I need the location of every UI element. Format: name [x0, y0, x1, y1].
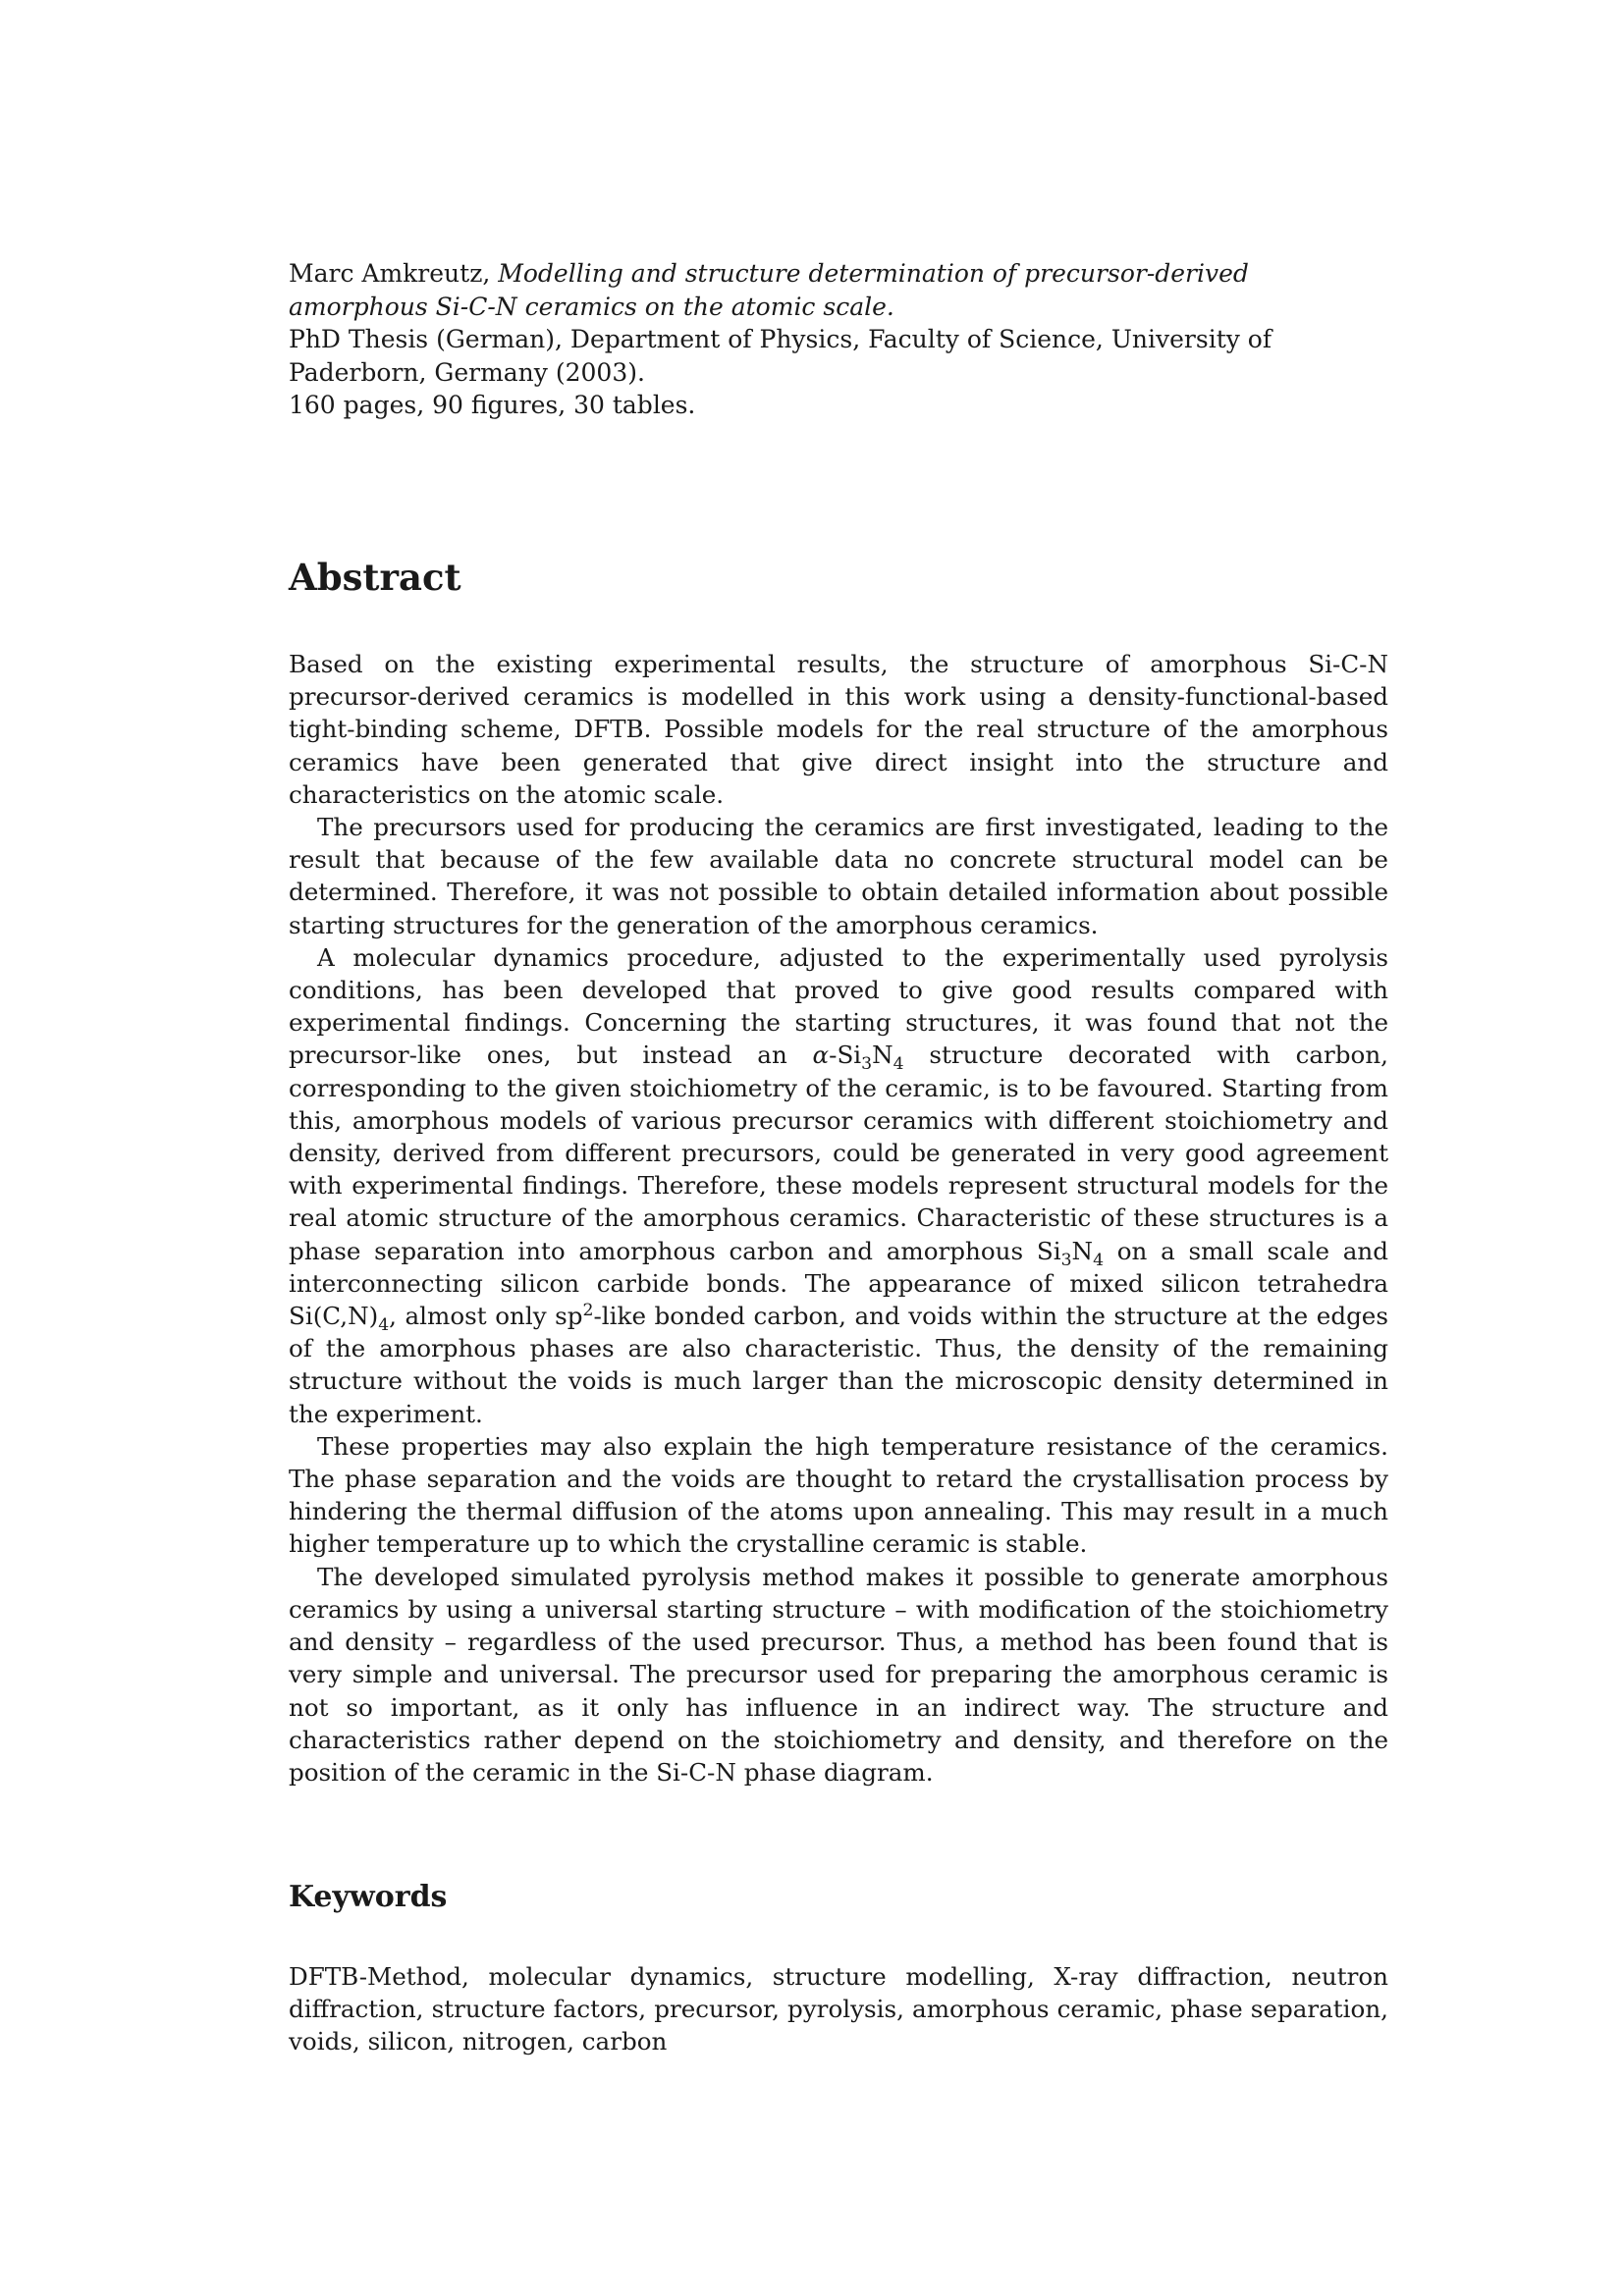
thesis-info: PhD Thesis (German), Department of Physics, Faculty of Science, University of Paderborn, Germany (2003).	[289, 325, 1272, 387]
abstract-paragraph-2: The precursors used for producing the ceramics are first investigated, leading to the result that because of the few available data no concrete structural model can be determined. Therefore, it was not possible to obtain detailed information about possible starting structures for the generation of the amorphous ceramics.	[289, 813, 1388, 939]
thesis-extent: 160 pages, 90 figures, 30 tables.	[289, 391, 696, 419]
thesis-title: Modelling and structure determination of precursor-derived amorphous Si-C-N ceramics on the atomic scale.	[289, 259, 1249, 321]
abstract-paragraph-5: The developed simulated pyrolysis method makes it possible to generate amorphous ceramics by using a universal starting structure – with modification of the stoichiometry and density – regardless of the used precursor. Thus, a method has been found that is very simple and universal. The precursor used for preparing the amorphous ceramic is not so important, as it only has influence in an indirect way. The structure and characteristics rather depend on the stoichiometry and density, and therefore on the position of the ceramic in the Si-C-N phase diagram.	[289, 1562, 1388, 1787]
document-page	[289, 257, 1388, 2056]
abstract-body	[289, 648, 1388, 1789]
abstract-paragraph-4: These properties may also explain the high temperature resistance of the ceramics. The phase separation and the voids are thought to retard the crystallisation process by hindering the thermal diffusion of the atoms upon annealing. This may result in a much higher temperature up to which the crystalline ceramic is stable.	[289, 1431, 1388, 1559]
abstract-paragraph-3: A molecular dynamics procedure, adjusted to the experimentally used pyrolysis conditions, has been developed that proved to give good results compared with experimental findings. Concerning the starting structures, it was found that not the precursor-like ones, but instead an $\alpha-Si_3N_4$ structure decorated with carbon, corresponding to the given stoichiometry of the ceramic, is to be favoured. Starting from this, amorphous models of various precursor ceramics with different stoichiometry and density, derived from different precursors, could be generated in very good agreement with experimental findings. Therefore, these models represent structural models for the real atomic structure of the amorphous ceramics. Characteristic of these structures is a phase separation into amorphous carbon and amorphous $Si_3N_4$ on a small scale and interconnecting silicon carbide bonds. The appearance of mixed silicon tetrahedra $Si(C,N)_4$, almost only $sp^2$-like bonded carbon, and voids within the structure at the edges of the amorphous phases are also characteristic. Thus, the density of the remaining structure without the voids is much larger than the microscopic density determined in the experiment.	[289, 942, 1388, 1428]
alpha-symbol: α	[812, 1041, 830, 1070]
abstract-paragraph-1: Based on the existing experimental results, the structure of amorphous Si-C-N precursor-derived ceramics is modelled in this work using a density-functional-based tight-binding scheme, DFTB. Possible models for the real structure of the amorphous ceramics have been generated that give direct insight into the structure and characteristics on the atomic scale.	[289, 650, 1388, 809]
citation-block	[289, 257, 1388, 422]
abstract-heading: Abstract	[289, 556, 461, 599]
author-name: Marc Amkreutz,	[289, 259, 499, 288]
keywords-list: DFTB-Method, molecular dynamics, structure modelling, X-ray diffraction, neutron diffraction, structure factors, precursor, pyrolysis, amorphous ceramic, phase separation, voids, silicon, nitrogen, carbon	[289, 1962, 1388, 2056]
keywords-heading: Keywords	[289, 1880, 448, 1914]
citation-line	[289, 257, 1388, 323]
